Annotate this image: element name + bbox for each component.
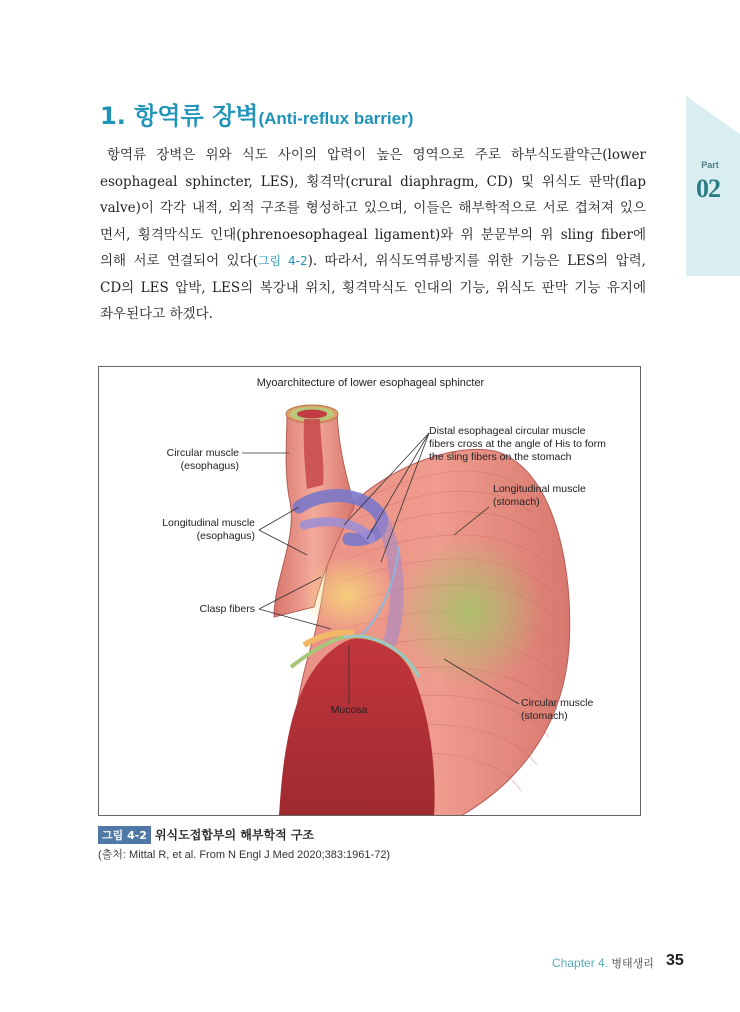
section-subtitle: (Anti-reflux barrier) — [258, 109, 414, 128]
section-title: 1. 항역류 장벽 — [100, 102, 259, 130]
label-longitudinal-muscle-esophagus — [139, 517, 255, 543]
figure-caption — [98, 826, 314, 844]
label-line: (esophagus) — [180, 460, 239, 472]
body-line: 좌우된다고 하겠다. — [100, 306, 213, 322]
body-line: valve)이 각각 내적, 외적 구조를 형성하고 있으며, 이들은 해부학적으로 서로 겹쳐져 있으 — [100, 200, 646, 216]
page-number: 35 — [666, 952, 684, 969]
label-mucosa — [319, 704, 379, 717]
label-longitudinal-muscle-stomach — [493, 483, 586, 509]
body-line: 항역류 장벽은 위와 식도 사이의 압력이 높은 영역으로 주로 하부식도괄약근(lower — [107, 147, 646, 163]
chapter-footer — [552, 955, 654, 971]
label-line: (stomach) — [521, 710, 568, 722]
label-circular-muscle-esophagus — [143, 447, 239, 473]
figure-reference-link[interactable]: 그림 4-2 — [257, 254, 308, 268]
caption-badge: 그림 4-2 — [98, 826, 151, 844]
body-line-text: ). 따라서, 위식도역류방지를 위한 기능은 LES의 압력, — [307, 253, 646, 269]
label-line: Mucosa — [330, 704, 368, 716]
chapter-title: 병태생리 — [611, 957, 654, 970]
esophagus-lumen — [297, 410, 327, 419]
label-line: Clasp fibers — [199, 603, 255, 615]
section-heading — [100, 96, 413, 131]
label-line: Distal esophageal circular muscle — [429, 425, 586, 437]
green-muscle-region — [394, 537, 544, 687]
figure-source: (출처: Mittal R, et al. From N Engl J Med 2020;383:1961-72) — [98, 849, 391, 861]
label-line: the sling fibers on the stomach — [429, 451, 572, 463]
figure-title: Myoarchitecture of lower esophageal sphincter — [256, 377, 485, 389]
label-line: Circular muscle — [166, 447, 239, 459]
body-line: 면서, 횡격막식도 인대(phrenoesophageal ligament)와 위 분문부의 위 sling fiber에 — [100, 226, 646, 243]
part-number: 02 — [696, 174, 720, 203]
clasp-fiber-region — [301, 555, 393, 635]
figure-box — [98, 366, 641, 816]
label-line: (esophagus) — [196, 530, 255, 542]
body-line — [100, 248, 646, 275]
chapter-label: Chapter 4. — [552, 956, 609, 970]
body-line-text: 의해 서로 연결되어 있다( — [100, 253, 258, 269]
label-line: fibers cross at the angle of His to form — [429, 438, 606, 450]
caption-text: 위식도접합부의 해부학적 구조 — [154, 828, 315, 842]
label-clasp-fibers — [159, 603, 255, 616]
label-circular-muscle-stomach — [521, 697, 593, 723]
label-line: Longitudinal muscle — [162, 517, 255, 529]
part-label: Part — [701, 160, 719, 170]
label-line: Circular muscle — [521, 697, 594, 709]
body-paragraph — [100, 142, 646, 328]
label-line: (stomach) — [493, 496, 540, 508]
body-line: esophageal sphincter, LES), 횡격막(crural diaphragm, CD) 및 위식도 판막(flap — [100, 173, 646, 190]
label-line: Longitudinal muscle — [493, 483, 586, 495]
label-distal-circular-fibers — [429, 425, 606, 464]
body-line: CD의 LES 압박, LES의 복강내 위치, 횡격막식도 인대의 기능, 위식도 판막 기능 유지에 — [100, 279, 646, 296]
